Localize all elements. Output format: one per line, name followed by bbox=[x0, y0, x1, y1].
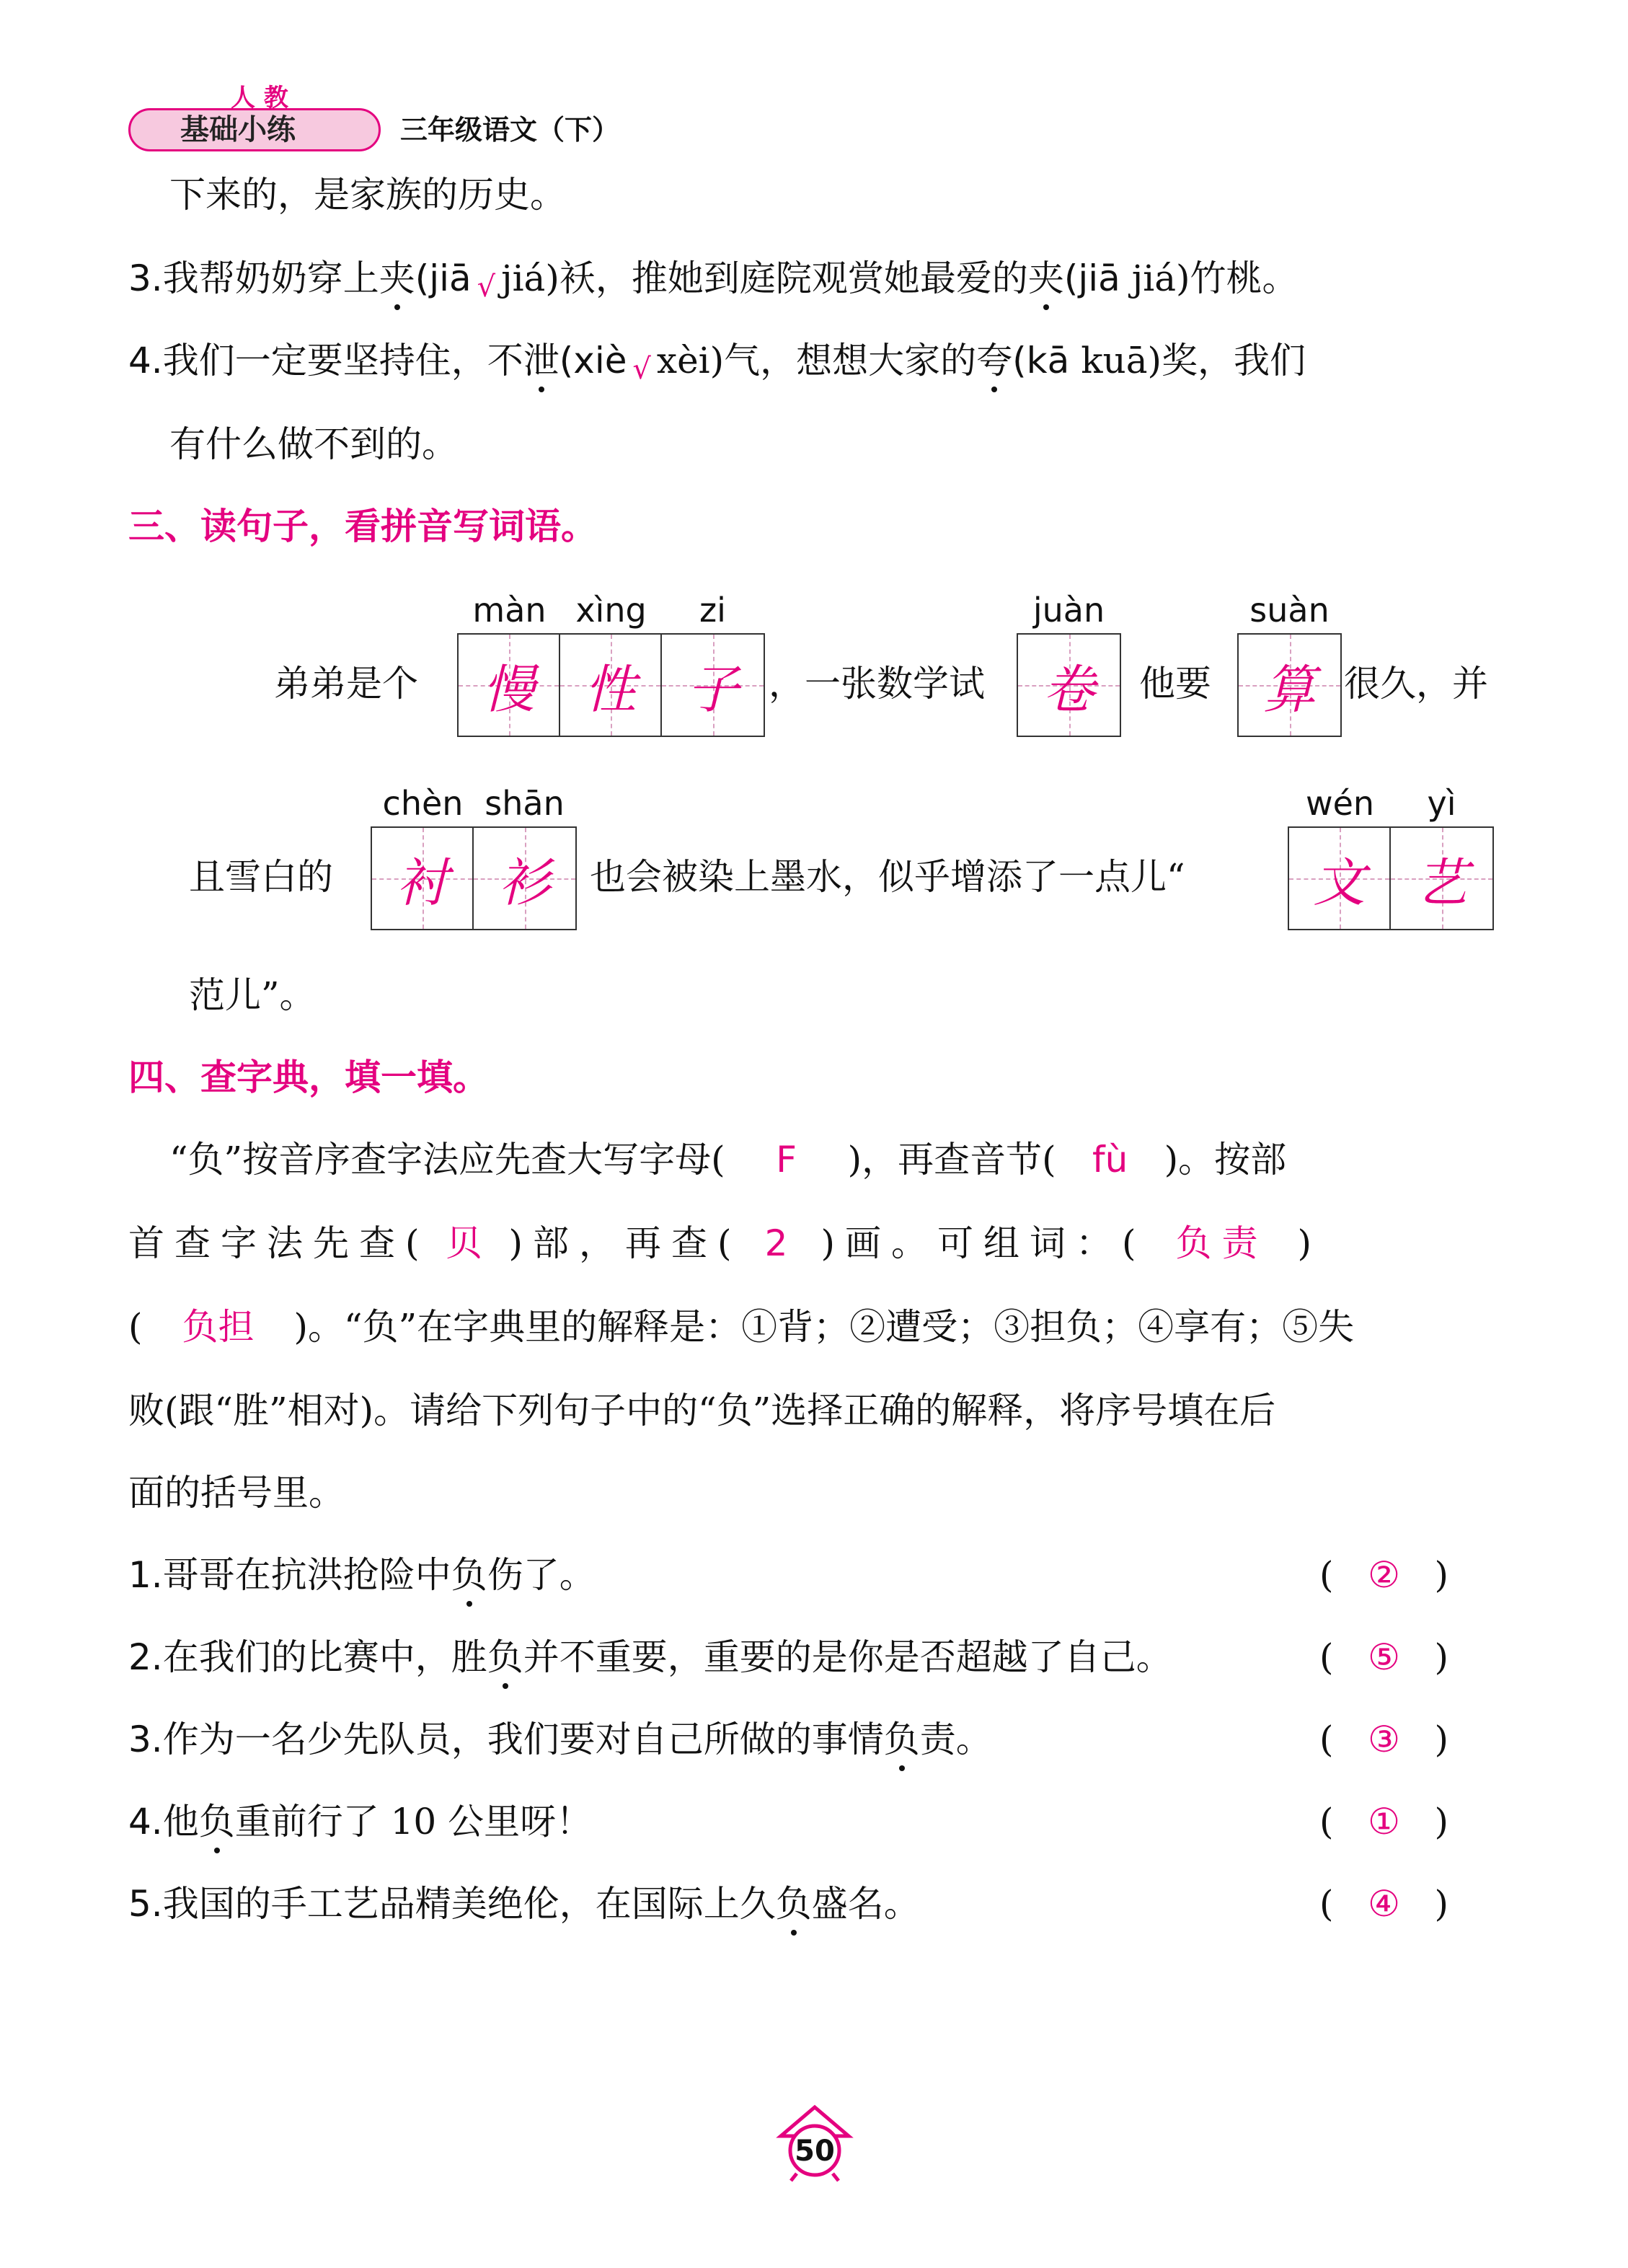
item-num: 3. bbox=[128, 1718, 163, 1760]
item-text: 在我们的比赛中，胜 bbox=[162, 1636, 487, 1678]
item-answer: ③ bbox=[1368, 1718, 1400, 1760]
item-num: 1. bbox=[128, 1554, 163, 1596]
answer-2: 2 bbox=[764, 1222, 798, 1264]
item-num: 2. bbox=[128, 1636, 163, 1678]
header-badge-main: 基础小练 bbox=[180, 113, 296, 146]
answer-char: 文 bbox=[1313, 852, 1366, 913]
q3-pinyin-2: (jiā bbox=[1063, 257, 1120, 299]
s4-text: )，再查音节( bbox=[847, 1139, 1056, 1181]
q3-check-1: √ bbox=[477, 270, 496, 304]
row1-after: 很久，并 bbox=[1344, 663, 1488, 705]
answer-box-chenshan bbox=[371, 826, 577, 930]
section4-title: 四、查字典，填一填。 bbox=[128, 1056, 489, 1098]
s4-para-line1 bbox=[169, 1138, 1286, 1181]
row1-mid2: 他要 bbox=[1139, 663, 1211, 705]
q3-dot-char-2: 夹 bbox=[1027, 257, 1064, 299]
s4-text: )画。可组词：( bbox=[820, 1222, 1146, 1264]
item-text: 盛名。 bbox=[811, 1883, 920, 1925]
pinyin-zi: zi bbox=[699, 591, 726, 630]
answer-char: 卷 bbox=[1043, 659, 1095, 720]
q4-dot-char-1: 泄 bbox=[523, 340, 559, 381]
answer-box-manxingzi bbox=[457, 633, 765, 737]
item-text: 我国的手工艺品精美绝伦，在国际上久 bbox=[162, 1883, 776, 1925]
grid-cell bbox=[662, 635, 764, 736]
s4-para-line3 bbox=[128, 1305, 1354, 1349]
s4-text: 首查字法先查( bbox=[128, 1222, 430, 1264]
answer-char: 艺 bbox=[1415, 852, 1468, 913]
s2-q4-line2: 有什么做不到的。 bbox=[169, 423, 458, 465]
grid-cell bbox=[1239, 635, 1340, 736]
s4-para-line5: 面的括号里。 bbox=[128, 1472, 345, 1514]
q3-text-a: 我帮奶奶穿上 bbox=[162, 257, 379, 299]
q3-text-e: jiá)竹桃。 bbox=[1131, 257, 1299, 299]
item-answer: ① bbox=[1368, 1801, 1400, 1843]
s2-line0: 下来的，是家族的历史。 bbox=[169, 174, 566, 216]
answer-char: 衬 bbox=[396, 852, 448, 913]
q3-dot-char-1: 夹 bbox=[379, 257, 415, 299]
answer-char: 衫 bbox=[498, 852, 551, 913]
q4-check-1: √ bbox=[632, 353, 651, 386]
answer-box-juan bbox=[1017, 633, 1121, 737]
q3-text-c: jiá)袄，推她到庭院观赏她最爱的 bbox=[501, 257, 1028, 299]
q4-dot-char-2: 夸 bbox=[976, 340, 1013, 381]
s2-q4 bbox=[128, 339, 1306, 385]
q4-text-a: 我们一定要坚持住，不 bbox=[162, 340, 523, 381]
answer-F: F bbox=[776, 1139, 797, 1181]
item-text: 他 bbox=[162, 1801, 199, 1843]
list-item bbox=[128, 1800, 592, 1843]
answer-box-wenyi bbox=[1288, 826, 1494, 930]
s4-para-line2 bbox=[128, 1222, 1322, 1265]
q4-text-e: kuā)奖，我们 bbox=[1081, 340, 1306, 381]
answer-paren: ( ② ) bbox=[1319, 1554, 1449, 1596]
s4-text: )部，再查( bbox=[508, 1222, 742, 1264]
list-item bbox=[128, 1636, 1172, 1679]
q4-text-c: xèi)气，想想大家的 bbox=[656, 340, 977, 381]
header-subtitle: 三年级语文（下） bbox=[400, 114, 620, 146]
row3-text: 范儿”。 bbox=[189, 974, 316, 1016]
pinyin-shan: shān bbox=[485, 784, 565, 823]
s4-text: ( bbox=[128, 1306, 143, 1348]
s4-text: )。按部 bbox=[1164, 1139, 1287, 1181]
answer-char: 慢 bbox=[482, 659, 535, 720]
list-item bbox=[128, 1882, 920, 1925]
item-text: 作为一名少先队员，我们要对自己所做的事情 bbox=[162, 1718, 884, 1760]
dotted-char: 负 bbox=[487, 1636, 523, 1678]
s4-text: )。“负”在字典里的解释是：①背；②遭受；③担负；④享有；⑤失 bbox=[293, 1306, 1355, 1348]
section3-title: 三、读句子，看拼音写词语。 bbox=[128, 506, 597, 547]
q3-pinyin-1: (jiā bbox=[415, 257, 472, 299]
item-text: 责。 bbox=[919, 1718, 992, 1760]
dotted-char: 负 bbox=[451, 1554, 487, 1596]
grid-cell bbox=[474, 828, 575, 929]
answer-bei: 贝 bbox=[446, 1222, 492, 1264]
grid-cell bbox=[1289, 828, 1391, 929]
answer-char: 性 bbox=[584, 659, 637, 720]
page-number: 50 bbox=[795, 2135, 835, 2168]
pinyin-chen: chèn bbox=[382, 784, 464, 823]
q4-pinyin-2: (kā bbox=[1012, 340, 1070, 381]
answer-char: 子 bbox=[686, 659, 739, 720]
pinyin-man: màn bbox=[472, 591, 547, 630]
row2-before: 且雪白的 bbox=[189, 856, 333, 898]
answer-fudan: 负担 bbox=[182, 1306, 255, 1348]
s4-text: “负”按音序查字法应先查大写字母( bbox=[169, 1139, 725, 1181]
item-num: 4. bbox=[128, 1801, 163, 1843]
item-answer: ② bbox=[1368, 1554, 1400, 1596]
dotted-char: 负 bbox=[775, 1883, 812, 1925]
dotted-char: 负 bbox=[198, 1801, 235, 1843]
item-answer: ⑤ bbox=[1368, 1636, 1400, 1678]
dotted-char: 负 bbox=[883, 1718, 920, 1760]
pinyin-suan: suàn bbox=[1249, 591, 1330, 630]
answer-paren: ( ① ) bbox=[1319, 1801, 1449, 1843]
row1-before: 弟弟是个 bbox=[274, 663, 418, 705]
header-badge-top: 人 教 bbox=[231, 84, 288, 112]
q4-pinyin-1: (xiè bbox=[559, 340, 627, 381]
grid-cell bbox=[372, 828, 474, 929]
answer-box-suan bbox=[1237, 633, 1342, 737]
item-num: 5. bbox=[128, 1883, 163, 1925]
grid-cell bbox=[1391, 828, 1492, 929]
pinyin-wen: wén bbox=[1305, 784, 1375, 823]
item-text: 重前行了 10 公里呀！ bbox=[234, 1801, 593, 1843]
s4-text: ) bbox=[1297, 1222, 1322, 1264]
list-item bbox=[128, 1553, 596, 1597]
answer-fu: fù bbox=[1092, 1139, 1128, 1181]
list-item bbox=[128, 1718, 992, 1761]
grid-cell bbox=[560, 635, 662, 736]
answer-char: 算 bbox=[1263, 659, 1316, 720]
answer-paren: ( ⑤ ) bbox=[1319, 1636, 1449, 1678]
q3-num: 3. bbox=[128, 257, 163, 299]
s4-para-line4: 败(跟“胜”相对)。请给下列句子中的“负”选择正确的解释，将序号填在后 bbox=[128, 1390, 1276, 1431]
answer-fuze: 负责 bbox=[1175, 1222, 1268, 1264]
answer-paren: ( ④ ) bbox=[1319, 1883, 1449, 1925]
item-text: 伤了。 bbox=[487, 1554, 596, 1596]
answer-paren: ( ③ ) bbox=[1319, 1718, 1449, 1760]
pinyin-juan: juàn bbox=[1032, 591, 1105, 630]
row1-mid1: ，一张数学试 bbox=[769, 663, 985, 705]
item-answer: ④ bbox=[1368, 1883, 1400, 1925]
grid-cell bbox=[459, 635, 560, 736]
s2-q3 bbox=[128, 257, 1299, 303]
grid-cell bbox=[1018, 635, 1120, 736]
q4-num: 4. bbox=[128, 340, 163, 381]
row2-mid: 也会被染上墨水，似乎增添了一点儿“ bbox=[590, 856, 1185, 898]
item-text: 并不重要，重要的是你是否超越了自己。 bbox=[523, 1636, 1172, 1678]
item-text: 哥哥在抗洪抢险中 bbox=[162, 1554, 451, 1596]
pinyin-yi: yì bbox=[1427, 784, 1456, 823]
pinyin-xing: xìng bbox=[575, 591, 647, 630]
